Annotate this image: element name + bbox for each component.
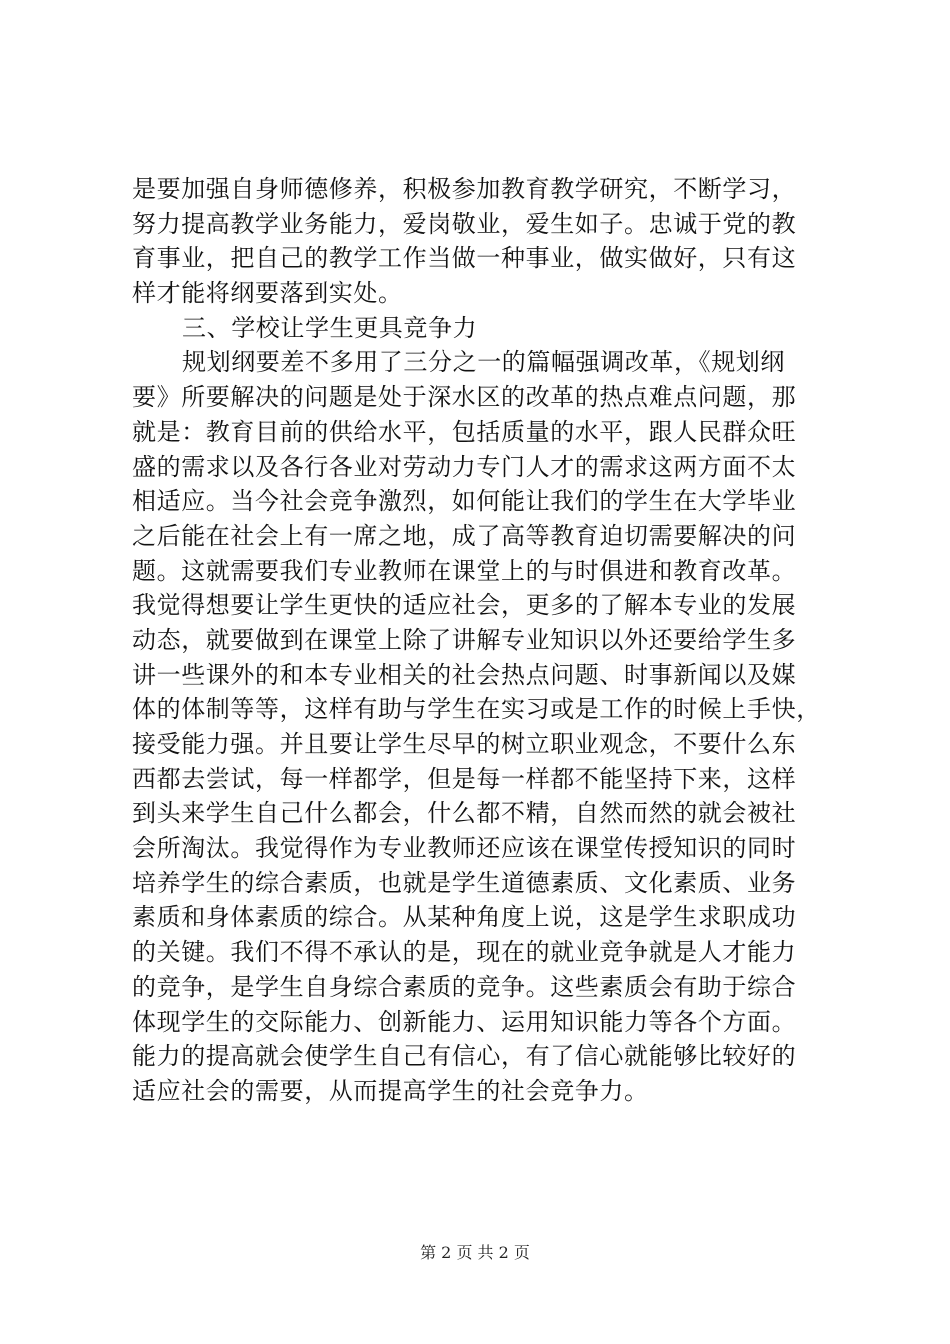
text-line: 讲一些课外的和本专业相关的社会热点问题、时事新闻以及媒 <box>132 660 797 689</box>
text-line: 育事业，把自己的教学工作当做一种事业，做实做好，只有这 <box>132 244 797 273</box>
section-heading: 三、学校让学生更具竞争力 <box>182 313 478 342</box>
document-body <box>132 172 832 1109</box>
text-line: 接受能力强。并且要让学生尽早的树立职业观念，不要什么东 <box>132 730 797 758</box>
text-line: 就是：教育目前的供给水平，包括质量的水平，跟人民群众旺 <box>132 417 797 446</box>
text-line: 之后能在社会上有一席之地，成了高等教育迫切需要解决的问 <box>132 521 797 550</box>
text-line: 相适应。当今社会竞争激烈，如何能让我们的学生在大学毕业 <box>132 487 797 516</box>
text-line: 的关键。我们不得不承认的是，现在的就业竞争就是人才能力 <box>132 938 797 967</box>
text-line: 样才能将纲要落到实处。 <box>132 279 403 308</box>
text-line: 盛的需求以及各行各业对劳动力专门人才的需求这两方面不太 <box>132 452 797 481</box>
text-line: 能力的提高就会使学生自己有信心，有了信心就能够比较好的 <box>132 1042 797 1071</box>
text-line: 动态，就要做到在课堂上除了讲解专业知识以外还要给学生多 <box>132 625 797 654</box>
page-number-footer: 第 2 页 共 2 页 <box>420 1243 530 1262</box>
text-line: 培养学生的综合素质，也就是学生道德素质、文化素质、业务 <box>132 868 797 897</box>
text-line: 体的体制等等，这样有助与学生在实习或是工作的时候上手快， <box>132 695 821 724</box>
text-line: 题。这就需要我们专业教师在课堂上的与时俱进和教育改革。 <box>132 556 797 585</box>
text-line: 的竞争，是学生自身综合素质的竞争。这些素质会有助于综合 <box>132 972 797 1001</box>
text-line: 是要加强自身师德修养，积极参加教育教学研究，不断学习， <box>132 175 797 203</box>
text-line: 努力提高教学业务能力，爱岗敬业，爱生如子。忠诚于党的教 <box>132 209 797 238</box>
text-line: 素质和身体素质的综合。从某种角度上说，这是学生求职成功 <box>132 903 797 932</box>
text-line: 适应社会的需要，从而提高学生的社会竞争力。 <box>132 1076 649 1105</box>
text-line: 要》所要解决的问题是处于深水区的改革的热点难点问题，那 <box>132 383 797 412</box>
text-line: 西都去尝试，每一样都学，但是每一样都不能坚持下来，这样 <box>132 764 797 793</box>
text-line: 我觉得想要让学生更快的适应社会，更多的了解本专业的发展 <box>132 591 797 620</box>
text-line: 会所淘汰。我觉得作为专业教师还应该在课堂传授知识的同时 <box>132 834 797 863</box>
text-line: 体现学生的交际能力、创新能力、运用知识能力等各个方面。 <box>132 1007 797 1036</box>
text-line: 规划纲要差不多用了三分之一的篇幅强调改革，《规划纲 <box>182 348 785 377</box>
text-line: 到头来学生自己什么都会，什么都不精，自然而然的就会被社 <box>132 799 797 828</box>
